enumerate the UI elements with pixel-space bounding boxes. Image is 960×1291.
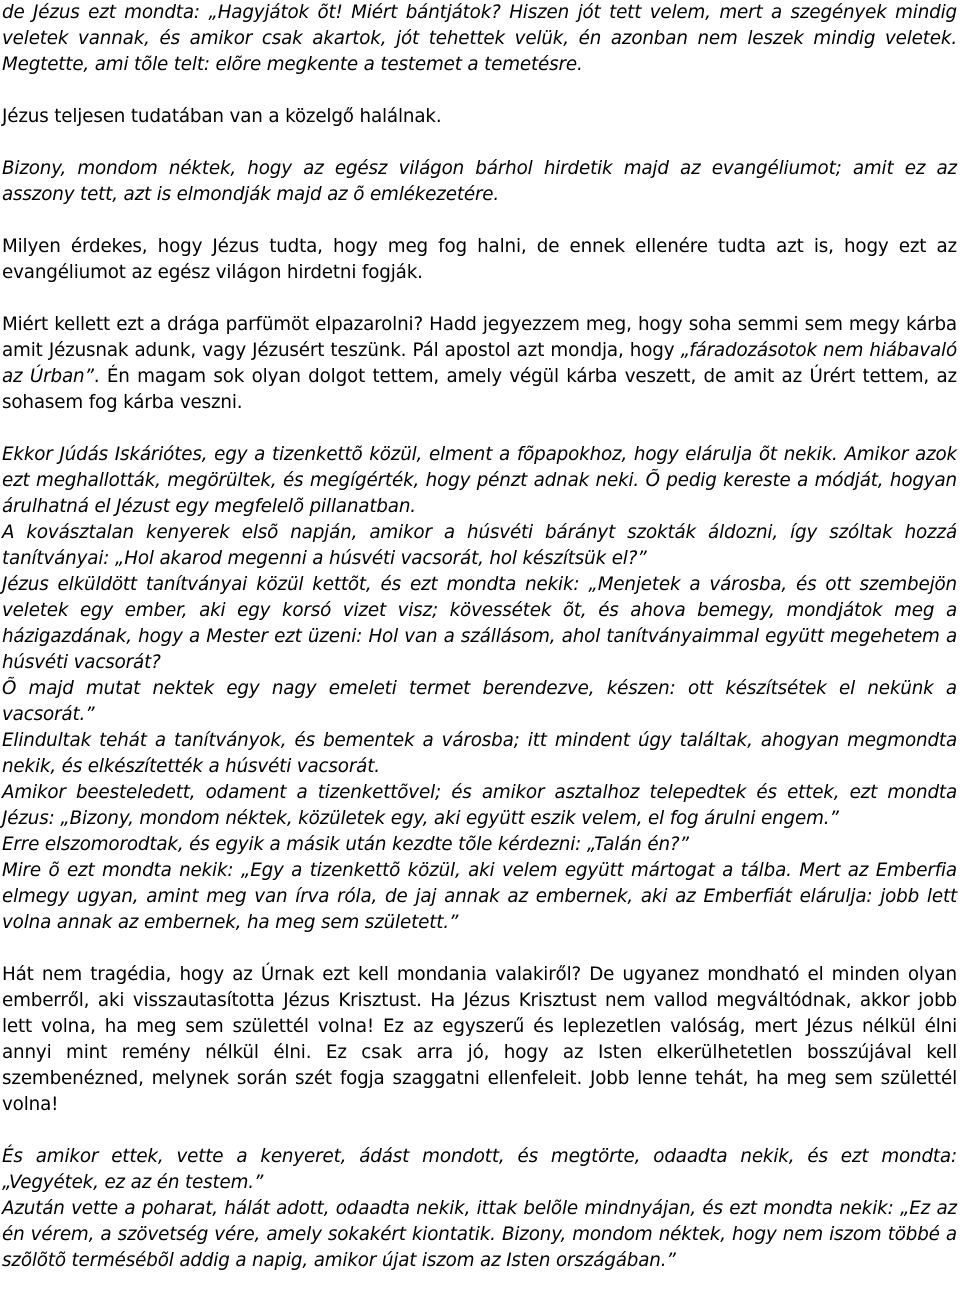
paragraph [2, 312, 957, 416]
quote-text: Erre elszomorodtak, és egyik a másik után kezdte tõle kérdezni: „Talán én?” [2, 834, 689, 855]
paragraph [2, 858, 957, 936]
quote-text: És amikor ettek, vette a kenyeret, ádást mondott, és megtörte, odaadta nekik, és ezt mondta: „Vegyétek, ez az én testem.” [2, 1146, 957, 1193]
commentary-text: Milyen érdekes, hogy Jézus tudta, hogy meg fog halni, de ennek ellenére tudta azt is, hogy ezt az evangéliumot az egész világon hirdetni fogják. [2, 236, 957, 283]
paragraph [2, 728, 957, 780]
quote-text: Õ majd mutat nektek egy nagy emeleti termet berendezve, készen: ott készítsétek el nekünk a vacsorát.” [2, 678, 957, 725]
paragraph [2, 156, 957, 208]
quote-text: Elindultak tehát a tanítványok, és bementek a városba; itt mindent úgy találtak, ahogyan megmondta nekik, és elkészítették a húsvéti vacsorát. [2, 730, 957, 777]
paragraph [2, 1144, 957, 1196]
paragraph [2, 1196, 957, 1274]
paragraph [2, 572, 957, 676]
paragraph [2, 676, 957, 728]
quote-text: Amikor beesteledett, odament a tizenkettõvel; és amikor asztalhoz telepedtek és ettek, ezt mondta Jézus: „Bizony, mondom néktek, közületek egy, aki együtt eszik velem, el fog árulni engem.” [2, 782, 957, 829]
paragraph-gap [2, 208, 957, 234]
commentary-text: Jézus teljesen tudatában van a közelgő halálnak. [2, 106, 442, 127]
paragraph-gap [2, 78, 957, 104]
quote-text: Jézus elküldött tanítványai közül kettõt, és ezt mondta nekik: „Menjetek a városba, és ott szembejön veletek egy ember, aki egy korsó vizet visz; kövessétek õt, és ahova bemegy, mondjátok meg a házigazdának, hogy a Mester ezt üzeni: Hol van a szállásom, ahol tanítványaimmal együtt megehetem a húsvéti vacsorát? [2, 574, 957, 673]
quote-text: de Jézus ezt mondta: „Hagyjátok õt! Miért bántjátok? Hiszen jót tett velem, mert a szegények mindig veletek vannak, és amikor csak akartok, jót tehettek velük, én azonban nem leszek mindig veletek. Megtette, ami tõle telt: elõre megkente a testemet a temetésre. [2, 2, 957, 75]
quote-text: Mire õ ezt mondta nekik: „Egy a tizenkettõ közül, aki velem együtt mártogat a tálba. Mert az Emberfia elmegy ugyan, amint meg van írva róla, de jaj annak az embernek, aki az Emberfiát elárulja: jobb lett volna annak az embernek, ha meg sem született.” [2, 860, 957, 933]
paragraph-gap [2, 936, 957, 962]
quote-text: Ekkor Júdás Iskáriótes, egy a tizenkettõ közül, elment a fõpapokhoz, hogy elárulja õt nekik. Amikor azok ezt meghallották, megörültek, és megígérték, hogy pénzt adnak neki. Õ pedig kereste a módját, hogyan árulhatná el Jézust egy megfelelõ pillanatban. [2, 444, 957, 517]
commentary-text: . Én magam sok olyan dolgot tettem, amely végül kárba veszett, de amit az Úrért tettem, az sohasem fog kárba veszni. [2, 366, 957, 413]
quote-text: Azután vette a poharat, hálát adott, odaadta nekik, ittak belõle mindnyájan, és ezt mondta nekik: „Ez az én vérem, a szövetség vére, amely sokakért kiontatik. Bizony, mondom néktek, hogy nem iszom többé a szõlõtõ termésébõl addig a napig, amikor újat iszom az Isten országában.” [2, 1198, 957, 1271]
commentary-text: Hát nem tragédia, hogy az Úrnak ezt kell mondania valakiről? De ugyanez mondható el minden olyan emberről, aki visszautasította Jézus Krisztust. Ha Jézus Krisztust nem vallod megváltódnak, akkor jobb lett volna, ha meg sem születtél volna! Ez az egyszerű és leplezetlen valóság, mert Jézus nélkül élni annyi mint remény nélkül élni. Ez csak arra jó, hogy az Isten elkerülhetetlen bosszújával kell szembenézned, melynek során szét fogja szaggatni ellenfeleit. Jobb lenne tehát, ha meg sem születtél volna! [2, 964, 957, 1115]
paragraph [2, 0, 957, 78]
paragraph [2, 520, 957, 572]
paragraph-gap [2, 1118, 957, 1144]
paragraph [2, 234, 957, 286]
commentary-text: Miért kellett ezt a drága parfümöt elpazarolni? Hadd jegyezzem meg, hogy soha semmi sem megy kárba amit Jézusnak adunk, vagy Jézusért teszünk. Pál apostol azt mondja, hogy [2, 314, 957, 361]
paragraph-gap [2, 130, 957, 156]
quote-text: „fáradozásotok nem hiábavaló az Úrban” [2, 340, 958, 387]
paragraph [2, 832, 957, 858]
paragraph-gap [2, 416, 957, 442]
quote-text: A kovásztalan kenyerek elsõ napján, amikor a húsvéti bárányt szokták áldozni, így szóltak hozzá tanítványai: „Hol akarod megenni a húsvéti vacsorát, hol készítsük el?” [2, 522, 957, 569]
paragraph [2, 780, 957, 832]
paragraph [2, 104, 957, 130]
paragraph [2, 442, 957, 520]
quote-text: Bizony, mondom néktek, hogy az egész világon bárhol hirdetik majd az evangéliumot; amit ez az asszony tett, azt is elmondják majd az õ emlékezetére. [2, 158, 957, 205]
paragraph-gap [2, 286, 957, 312]
paragraph [2, 962, 957, 1118]
